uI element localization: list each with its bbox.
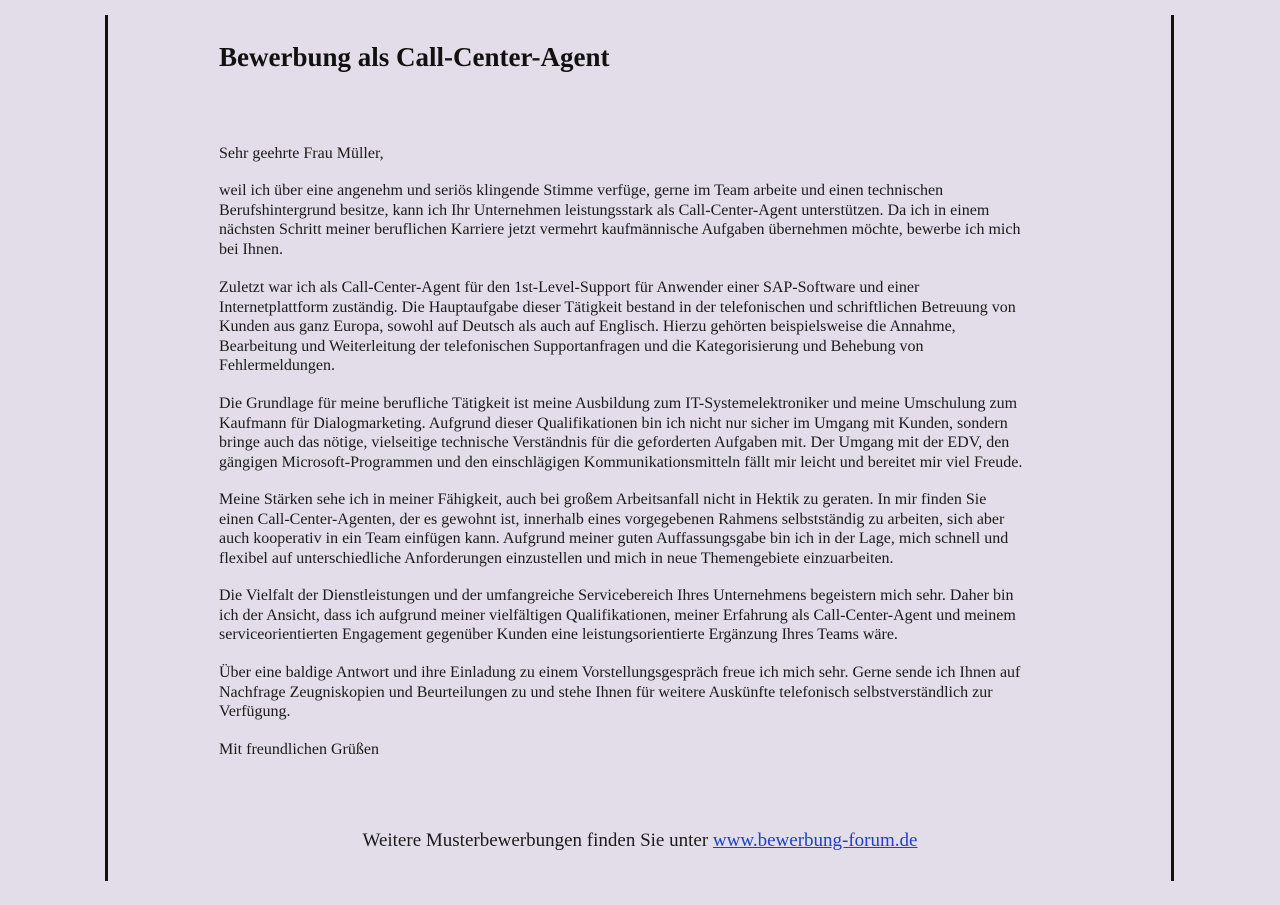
paragraph-company-fit: Die Vielfalt der Dienstleistungen und der umfangreiche Servicebereich Ihres Unternehmens begeistern mich sehr. Daher bin ich der Ansicht, dass ich aufgrund meiner vielfältigen Qualifikationen, meiner Erfahrung als Call-Center-Agent und meinem serviceorientierten Engagement gegenüber Kunden eine leistungsorientierte Ergänzung Ihres Teams wäre. [219, 587, 1016, 643]
salutation: Sehr geehrte Frau Müller, [219, 145, 384, 162]
right-border-line [1171, 15, 1174, 881]
footer-note [0, 830, 1280, 852]
letter-title: Bewerbung als Call-Center-Agent [219, 42, 610, 72]
paragraph-strengths: Meine Stärken sehe ich in meiner Fähigkeit, auch bei großem Arbeitsanfall nicht in Hektik zu geraten. In mir finden Sie einen Call-Center-Agenten, der es gewohnt ist, innerhalb eines vorgegebenen Rahmens selbstständig zu arbeiten, sich aber auch kooperativ in ein Team einfügen kann. Aufgrund meiner guten Auffassungsgabe bin ich in der Lage, mich schnell und flexibel auf unterschiedliche Anforderungen einzustellen und mich in neue Themengebiete einzuarbeiten. [219, 491, 1009, 567]
footer-text: Weitere Musterbewerbungen finden Sie unter [362, 830, 713, 851]
closing-greeting: Mit freundlichen Grüßen [219, 741, 379, 758]
paragraph-experience: Zuletzt war ich als Call-Center-Agent für den 1st-Level-Support für Anwender einer SAP-Software und einer Internetplattform zuständig. Die Hauptaufgabe dieser Tätigkeit bestand in der telefonischen und schriftlichen Betreuung von Kunden aus ganz Europa, sowohl auf Deutsch als auch auf Englisch. Hierzu gehörten beispielsweise die Annahme, Bearbeitung und Weiterleitung der telefonischen Supportanfragen und die Kategorisierung und Behebung von Fehlermeldungen. [219, 279, 1016, 374]
paragraph-motivation: weil ich über eine angenehm und seriös klingende Stimme verfüge, gerne im Team arbeite und einen technischen Berufshintergrund besitze, kann ich Ihr Unternehmen leistungsstark als Call-Center-Agent unterstützen. Da ich in einem nächsten Schritt meiner beruflichen Karriere jetzt vermehrt kaufmännische Aufgaben übernehmen möchte, bewerbe ich mich bei Ihnen. [219, 182, 1021, 258]
footer-link[interactable]: www.bewerbung-forum.de [712, 830, 918, 851]
left-border-line [105, 15, 108, 881]
paragraph-education: Die Grundlage für meine berufliche Tätigkeit ist meine Ausbildung zum IT-Systemelektroniker und meine Umschulung zum Kaufmann für Dialogmarketing. Aufgrund dieser Qualifikationen bin ich nicht nur sicher im Umgang mit Kunden, sondern bringe auch das nötige, vielseitige technische Verständnis für die geforderten Aufgaben mit. Der Umgang mit der EDV, den gängigen Microsoft-Programmen und den einschlägigen Kommunikationsmitteln fällt mir leicht und bereitet mir viel Freude. [219, 395, 1023, 471]
paragraph-closing-request: Über eine baldige Antwort und ihre Einladung zu einem Vorstellungsgespräch freue ich mich sehr. Gerne sende ich Ihnen auf Nachfrage Zeugniskopien und Beurteilungen zu und stehe Ihnen für weitere Auskünfte telefonisch selbstverständlich zur Verfügung. [219, 664, 1021, 720]
